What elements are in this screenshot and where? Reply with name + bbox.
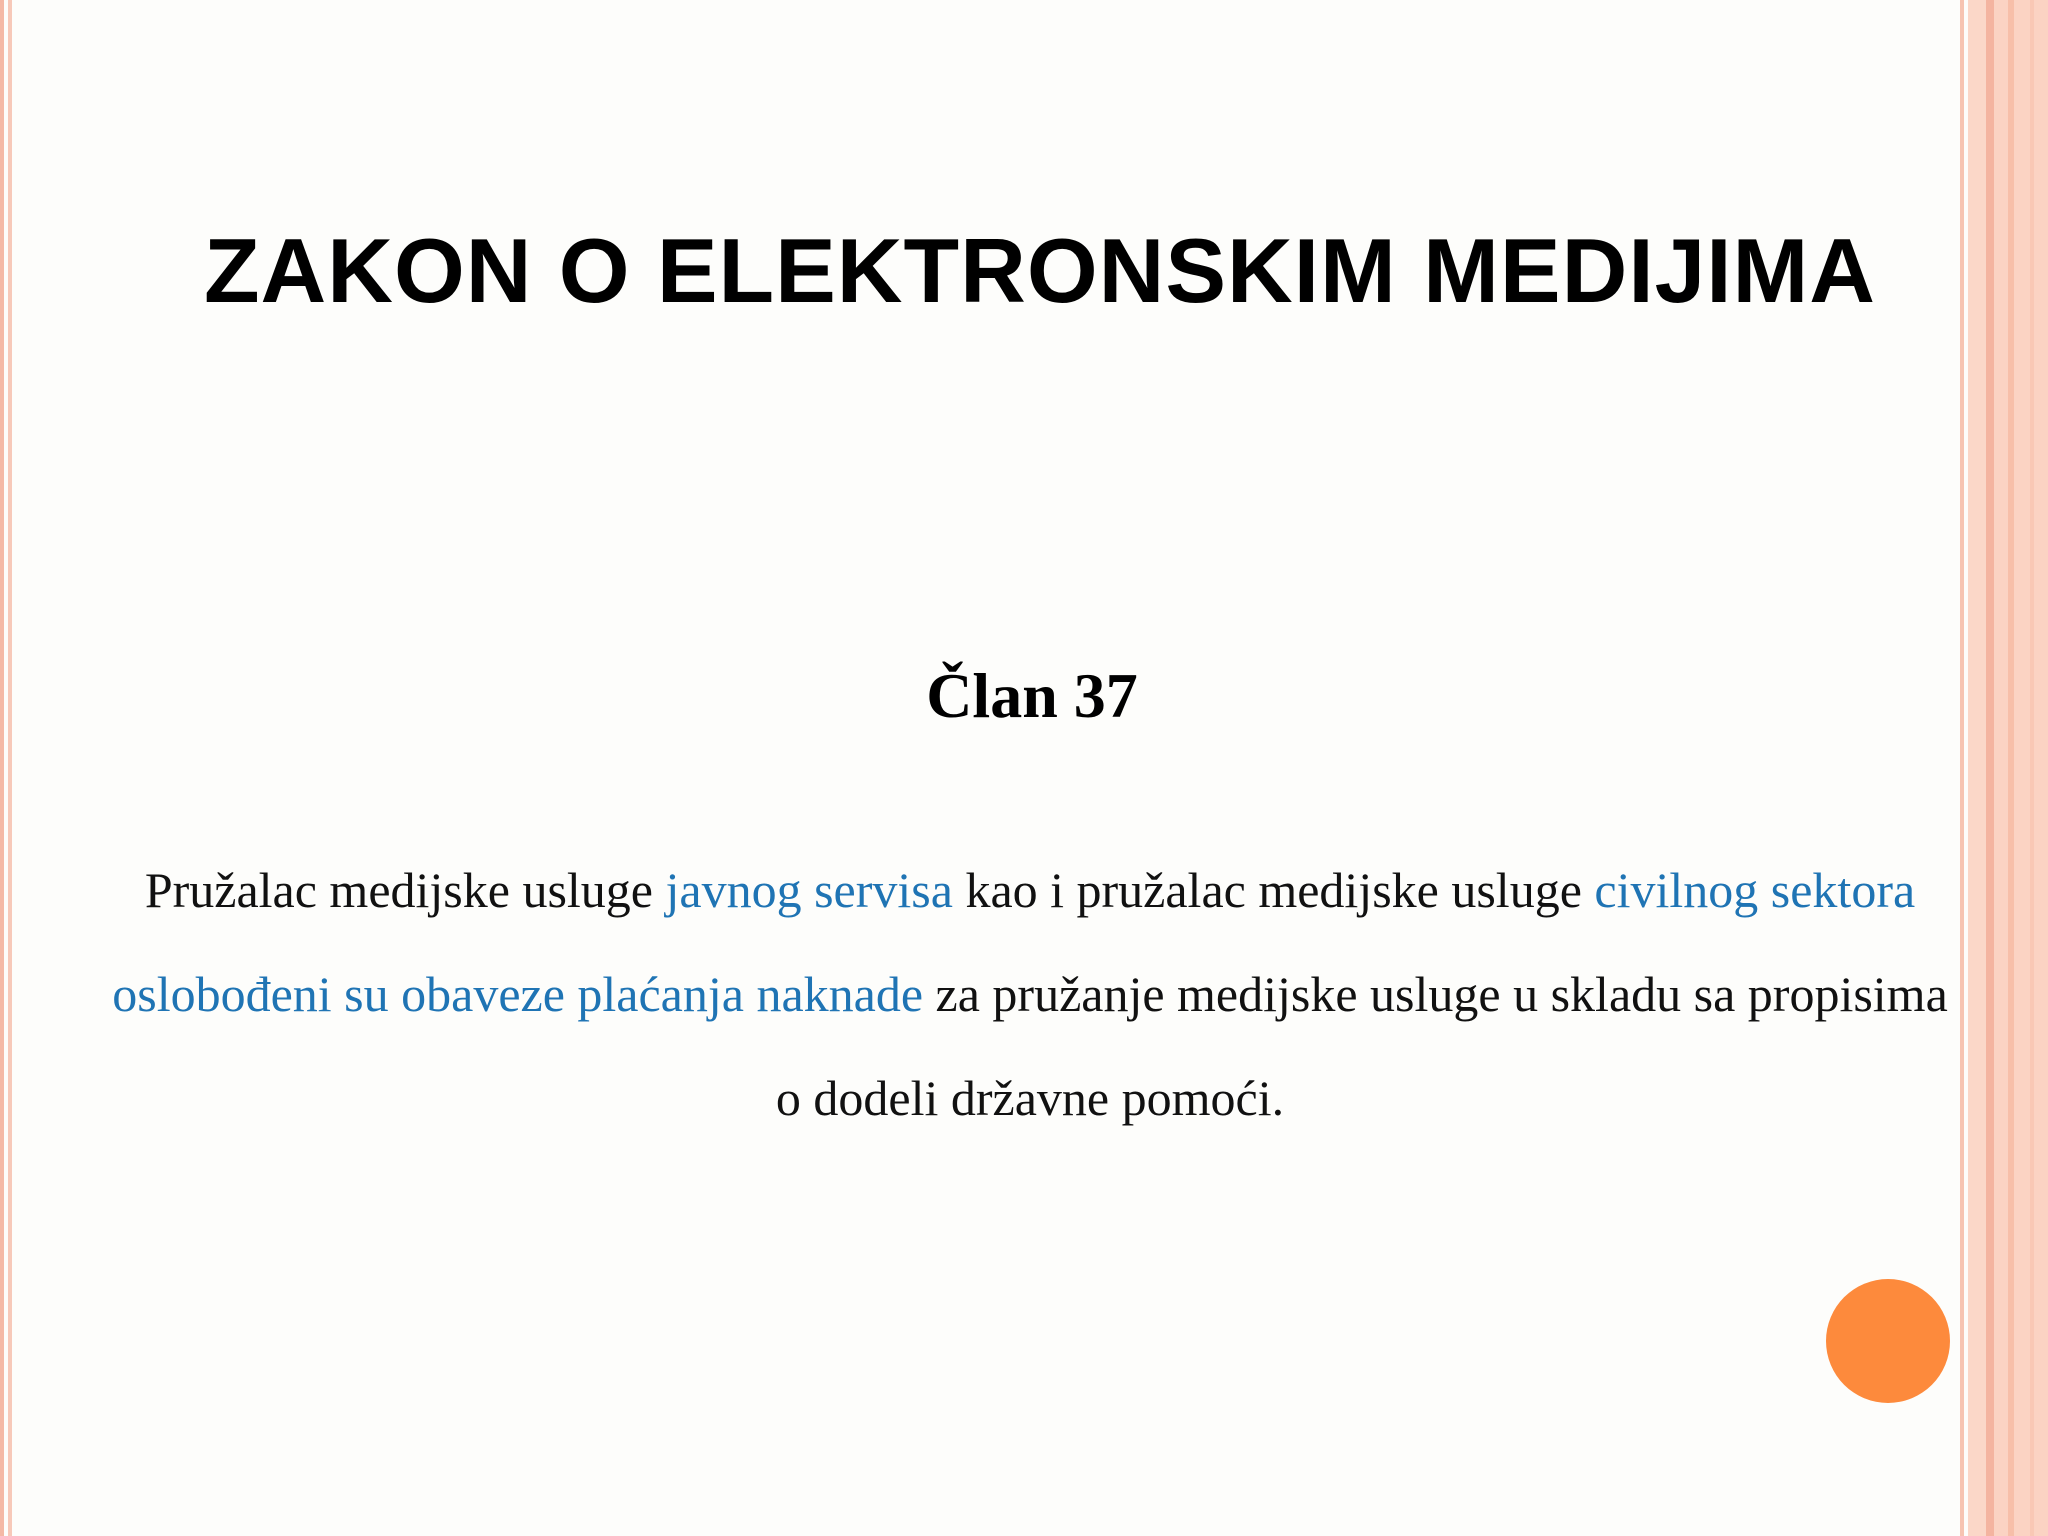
paragraph-highlight: civilnog sektora oslobođeni su obaveze plaćanja naknade xyxy=(112,862,1916,1022)
left-border-line-inner xyxy=(8,0,12,1536)
right-border-stripe xyxy=(1960,0,1964,1536)
paragraph-text: Pružalac medijske usluge xyxy=(144,862,666,918)
left-border-line xyxy=(0,0,4,1536)
right-border-stripe xyxy=(1986,0,1994,1536)
right-border-stripe xyxy=(1968,0,1986,1536)
right-border-stripe xyxy=(2030,0,2034,1536)
paragraph-text: za pružanje medijske usluge u skladu sa propisima o dodeli državne pomoći. xyxy=(775,966,1948,1126)
paragraph-text: kao i pružalac medijske usluge xyxy=(952,862,1595,918)
orange-circle-icon xyxy=(1826,1279,1950,1403)
right-border-stripe xyxy=(1994,0,2048,1536)
article-heading: Član 37 xyxy=(926,660,1138,731)
slide-title: ZAKON O ELEKTRONSKIM MEDIJIMA xyxy=(203,221,1877,322)
article-paragraph xyxy=(100,838,1960,1150)
paragraph-highlight: javnog servisa xyxy=(665,862,953,918)
right-border-stripe xyxy=(2008,0,2014,1536)
